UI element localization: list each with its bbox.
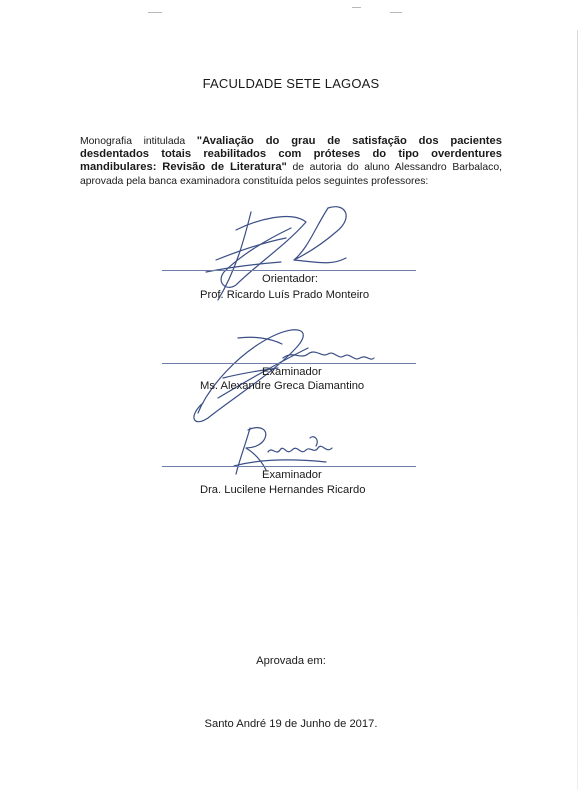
role-examiner-1: Examinador (262, 366, 322, 378)
signature-line-advisor (162, 270, 416, 271)
name-examiner-1: Ms. Alexandre Greca Diamantino (200, 380, 365, 392)
scan-mark (352, 7, 361, 8)
signature-ink-advisor (206, 207, 346, 300)
signature-line-examiner-2 (162, 466, 416, 467)
role-examiner-2: Examinador (262, 469, 322, 481)
name-examiner-2: Dra. Lucilene Hernandes Ricardo (200, 484, 366, 496)
name-advisor: Prof. Ricardo Luís Prado Monteiro (200, 289, 370, 301)
signature-advisor (196, 200, 366, 320)
approval-statement (80, 135, 502, 188)
place-and-date: Santo André 19 de Junho de 2017. (204, 718, 378, 730)
page-edge (577, 30, 578, 790)
faculty-heading: FACULDADE SETE LAGOAS (202, 76, 380, 91)
role-advisor: Orientador: (262, 273, 318, 285)
scan-mark (148, 12, 162, 13)
signature-ink-examiner-2 (234, 428, 332, 474)
approval-date-label: Aprovada em: (256, 655, 326, 667)
statement-prefix: Monografia intitulada (80, 136, 197, 147)
monograph-title: "Avaliação do grau de satisfação dos pacientes desdentados totais reabilitados com próteses do tipo overdentures mandibulares: Revisão de Literatura" (80, 135, 502, 174)
scan-mark (390, 12, 402, 13)
statement-suffix: de autoria do aluno Alessandro Barbalaco, aprovada pela banca examinadora constituída pelos seguintes professores: (80, 162, 502, 187)
signature-line-examiner-1 (162, 363, 416, 364)
